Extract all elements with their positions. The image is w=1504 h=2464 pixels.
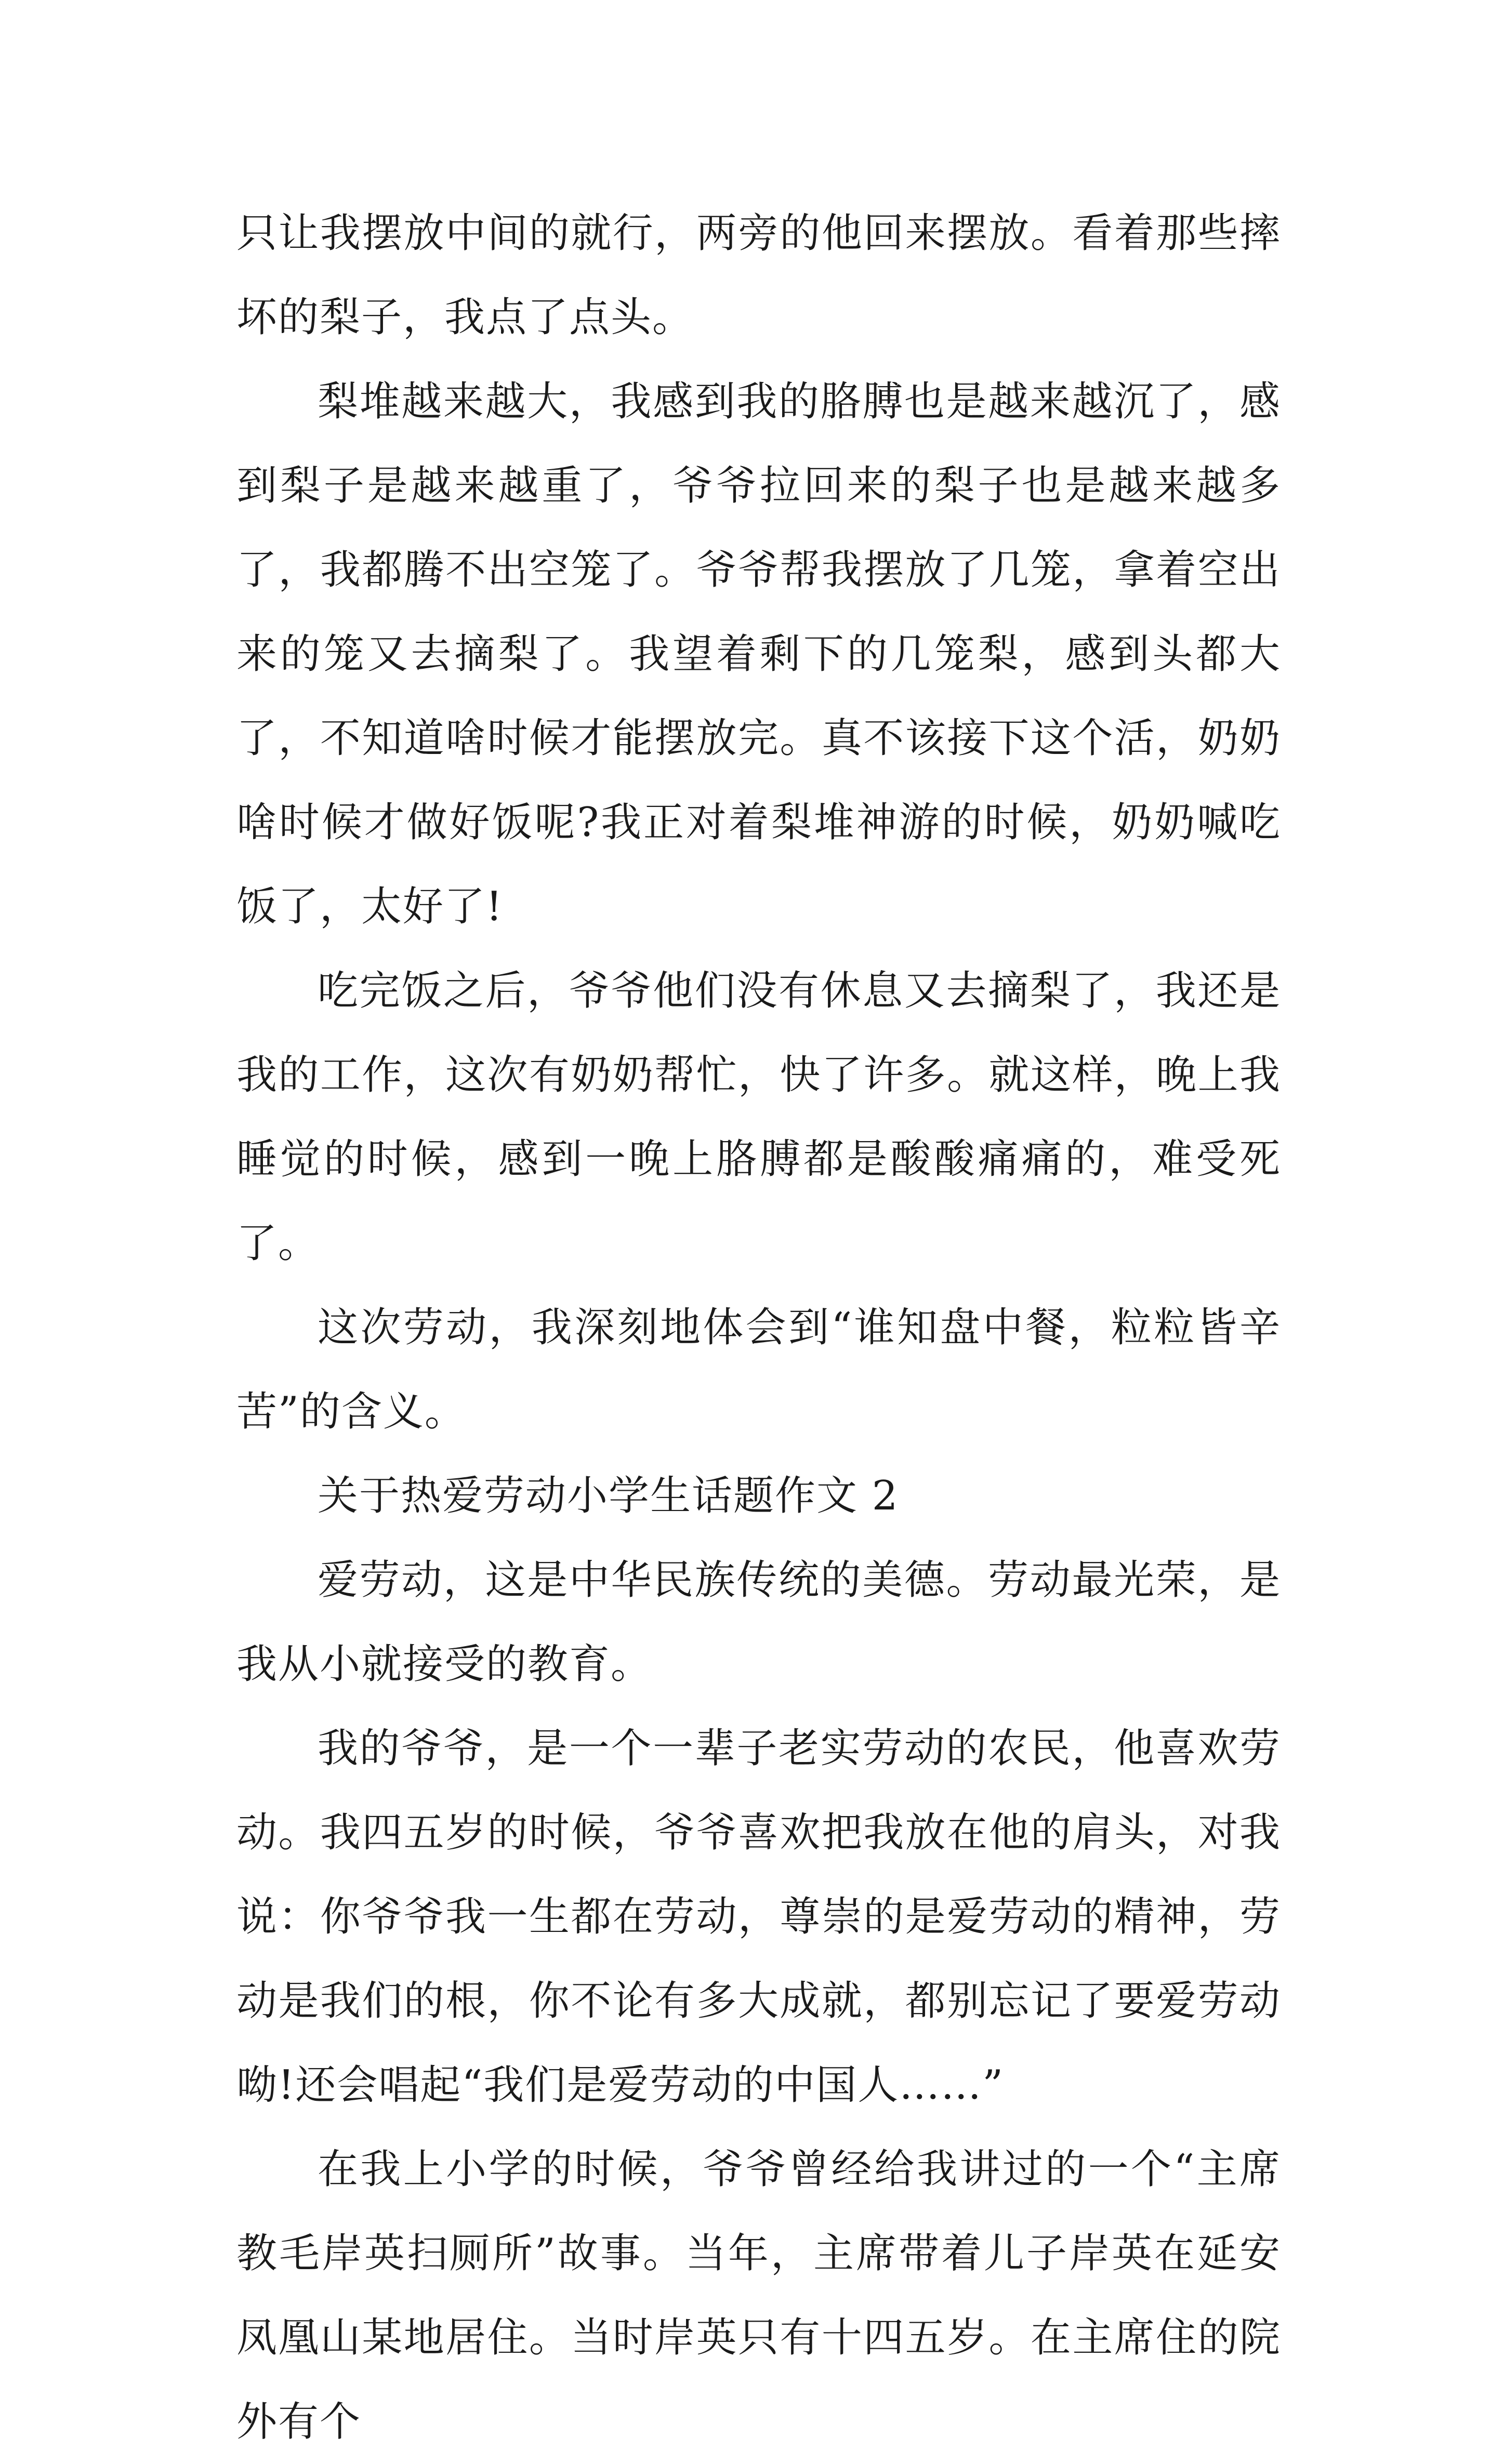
document-body [236,191,1281,2464]
paragraph: 在我上小学的时候，爷爷曾经给我讲过的一个“主席教毛岸英扫厕所”故事。当年，主席带着儿子岸英在延安凤凰山某地居住。当时岸英只有十四五岁。在主席住的院外有个 [236,2146,1281,2445]
section-heading: 关于热爱劳动小学生话题作文 2 [318,1473,899,1519]
paragraph: 这次劳动，我深刻地体会到“谁知盘中餐，粒粒皆辛苦”的含义。 [236,1304,1281,1435]
paragraph: 只让我摆放中间的就行，两旁的他回来摆放。看着那些摔坏的梨子，我点了点头。 [236,210,1281,341]
paragraph: 我的爷爷，是一个一辈子老实劳动的农民，他喜欢劳动。我四五岁的时候，爷爷喜欢把我放在他的肩头，对我说：你爷爷我一生都在劳动，尊崇的是爱劳动的精神，劳动是我们的根，你不论有多大成就，都别忘记了要爱劳动呦!还会唱起“我们是爱劳动的中国人……” [236,1725,1281,2109]
paragraph: 吃完饭之后，爷爷他们没有休息又去摘梨了，我还是我的工作，这次有奶奶帮忙，快了许多。就这样，晚上我睡觉的时候，感到一晚上胳膊都是酸酸痛痛的，难受死了。 [236,968,1281,1267]
paragraph: 梨堆越来越大，我感到我的胳膊也是越来越沉了，感到梨子是越来越重了，爷爷拉回来的梨子也是越来越多了，我都腾不出空笼了。爷爷帮我摆放了几笼，拿着空出来的笼又去摘梨了。我望着剩下的几笼梨，感到头都大了，不知道啥时候才能摆放完。真不该接下这个活，奶奶啥时候才做好饭呢?我正对着梨堆神游的时候，奶奶喊吃饭了，太好了! [236,378,1281,930]
paragraph: 爱劳动，这是中华民族传统的美德。劳动最光荣，是我从小就接受的教育。 [236,1557,1281,1688]
